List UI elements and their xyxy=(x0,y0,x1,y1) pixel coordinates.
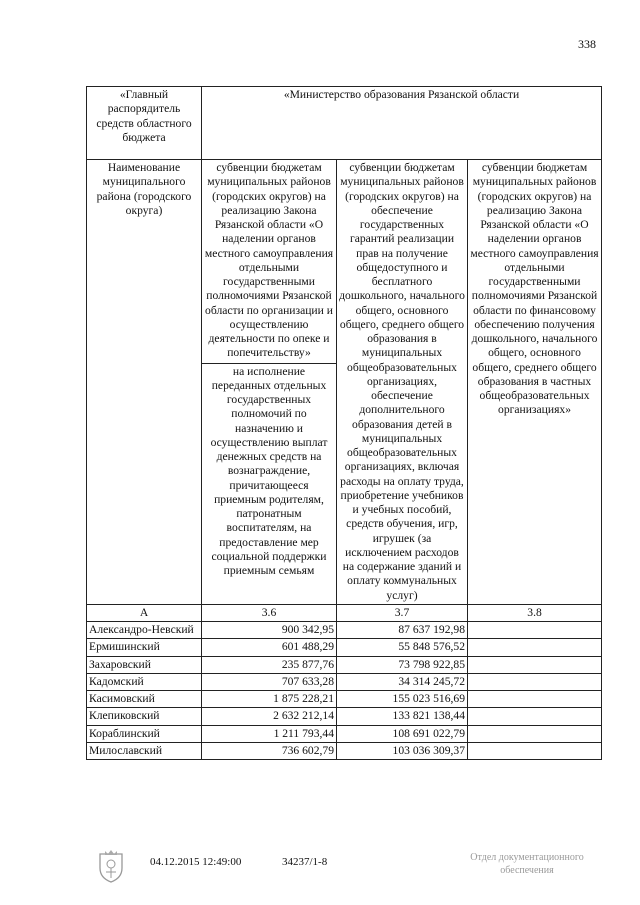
value-3-7: 34 314 245,72 xyxy=(337,673,468,690)
value-3-8 xyxy=(468,742,602,759)
value-3-8 xyxy=(468,708,602,725)
value-3-6: 736 602,79 xyxy=(202,742,337,759)
column-3-6-text-b: на исполнение переданных отдельных государственных полномочий по назначению и осуществлению выплат денежных средств на вознаграждение, причитающееся приемным родителям, патронатным воспитателям, на предоставление мер социальной поддержки приемным семьям xyxy=(202,363,336,579)
value-3-8 xyxy=(468,639,602,656)
value-3-6: 707 633,28 xyxy=(202,673,337,690)
value-3-6: 1 875 228,21 xyxy=(202,691,337,708)
value-3-7: 155 023 516,69 xyxy=(337,691,468,708)
column-code-row xyxy=(87,604,602,621)
value-3-6: 235 877,76 xyxy=(202,656,337,673)
value-3-7: 73 798 922,85 xyxy=(337,656,468,673)
code-3-6: 3.6 xyxy=(202,604,337,621)
district-name: Александро-Невский xyxy=(87,622,202,639)
column-3-7-header: субвенции бюджетам муниципальных районов (городских округов) на обеспечение государственных гарантий реализации прав на получение общедоступного и бесплатного дошкольного, начального общего, основного общего, среднего общего образования в муниципальных общеобразовательных организациях, обеспечение дополнительного образования детей в муниципальных общеобразовательных организациях, включая расходы на оплату труда, приобретение учебников и учебных пособий, средств обучения, игр, игрушек (за исключением расходов на содержание зданий и оплату коммунальных услуг) xyxy=(337,160,468,605)
table-row xyxy=(87,639,602,656)
district-name: Ермишинский xyxy=(87,639,202,656)
district-name: Кадомский xyxy=(87,673,202,690)
value-3-6: 601 488,29 xyxy=(202,639,337,656)
column-3-6-header xyxy=(202,160,337,605)
table-row xyxy=(87,656,602,673)
value-3-8 xyxy=(468,673,602,690)
department-stamp: Отдел документационного обеспечения xyxy=(470,852,584,876)
district-name: Касимовский xyxy=(87,691,202,708)
page-number: 338 xyxy=(578,37,596,51)
distributor-row xyxy=(87,87,602,160)
value-3-6: 2 632 212,14 xyxy=(202,708,337,725)
table-row xyxy=(87,742,602,759)
value-3-7: 133 821 138,44 xyxy=(337,708,468,725)
district-name: Кораблинский xyxy=(87,725,202,742)
value-3-8 xyxy=(468,691,602,708)
distributor-label: «Главный распорядитель средств областного бюджета xyxy=(87,87,202,160)
code-3-7: 3.7 xyxy=(337,604,468,621)
value-3-7: 55 848 576,52 xyxy=(337,639,468,656)
value-3-7: 103 036 309,37 xyxy=(337,742,468,759)
value-3-7: 87 637 192,98 xyxy=(337,622,468,639)
column-header-row xyxy=(87,160,602,605)
code-a: А xyxy=(87,604,202,621)
coat-of-arms-icon xyxy=(96,848,126,889)
value-3-8 xyxy=(468,656,602,673)
name-column-header: Наименование муниципального района (городского округа) xyxy=(87,160,202,605)
data-rows xyxy=(87,622,602,760)
table-row xyxy=(87,691,602,708)
table-row xyxy=(87,673,602,690)
footer-datetime: 04.12.2015 12:49:00 xyxy=(150,856,242,868)
district-name: Захаровский xyxy=(87,656,202,673)
footer-doc-number: 34237/1-8 xyxy=(282,856,328,868)
district-name: Милославский xyxy=(87,742,202,759)
value-3-8 xyxy=(468,622,602,639)
budget-table xyxy=(86,86,602,760)
code-3-8: 3.8 xyxy=(468,604,602,621)
table-row xyxy=(87,622,602,639)
value-3-6: 1 211 793,44 xyxy=(202,725,337,742)
value-3-7: 108 691 022,79 xyxy=(337,725,468,742)
value-3-6: 900 342,95 xyxy=(202,622,337,639)
value-3-8 xyxy=(468,725,602,742)
table-row xyxy=(87,725,602,742)
district-name: Клепиковский xyxy=(87,708,202,725)
table-row xyxy=(87,708,602,725)
distributor-value: «Министерство образования Рязанской области xyxy=(202,87,602,160)
column-3-8-header: субвенции бюджетам муниципальных районов (городских округов) на реализацию Закона Рязанской области «О наделении органов местного самоуправления отдельными государственными полномочиями Рязанской области по финансовому обеспечению получения дошкольного, начального общего, основного общего, среднего общего образования в частных общеобразовательных организациях» xyxy=(468,160,602,605)
column-3-6-text-a: субвенции бюджетам муниципальных районов (городских округов) на реализацию Закона Рязанской области «О наделении органов местного самоуправления отдельными государственными полномочиями Рязанской области по организации и осуществлению деятельности по опеке и попечительству» xyxy=(204,161,334,360)
